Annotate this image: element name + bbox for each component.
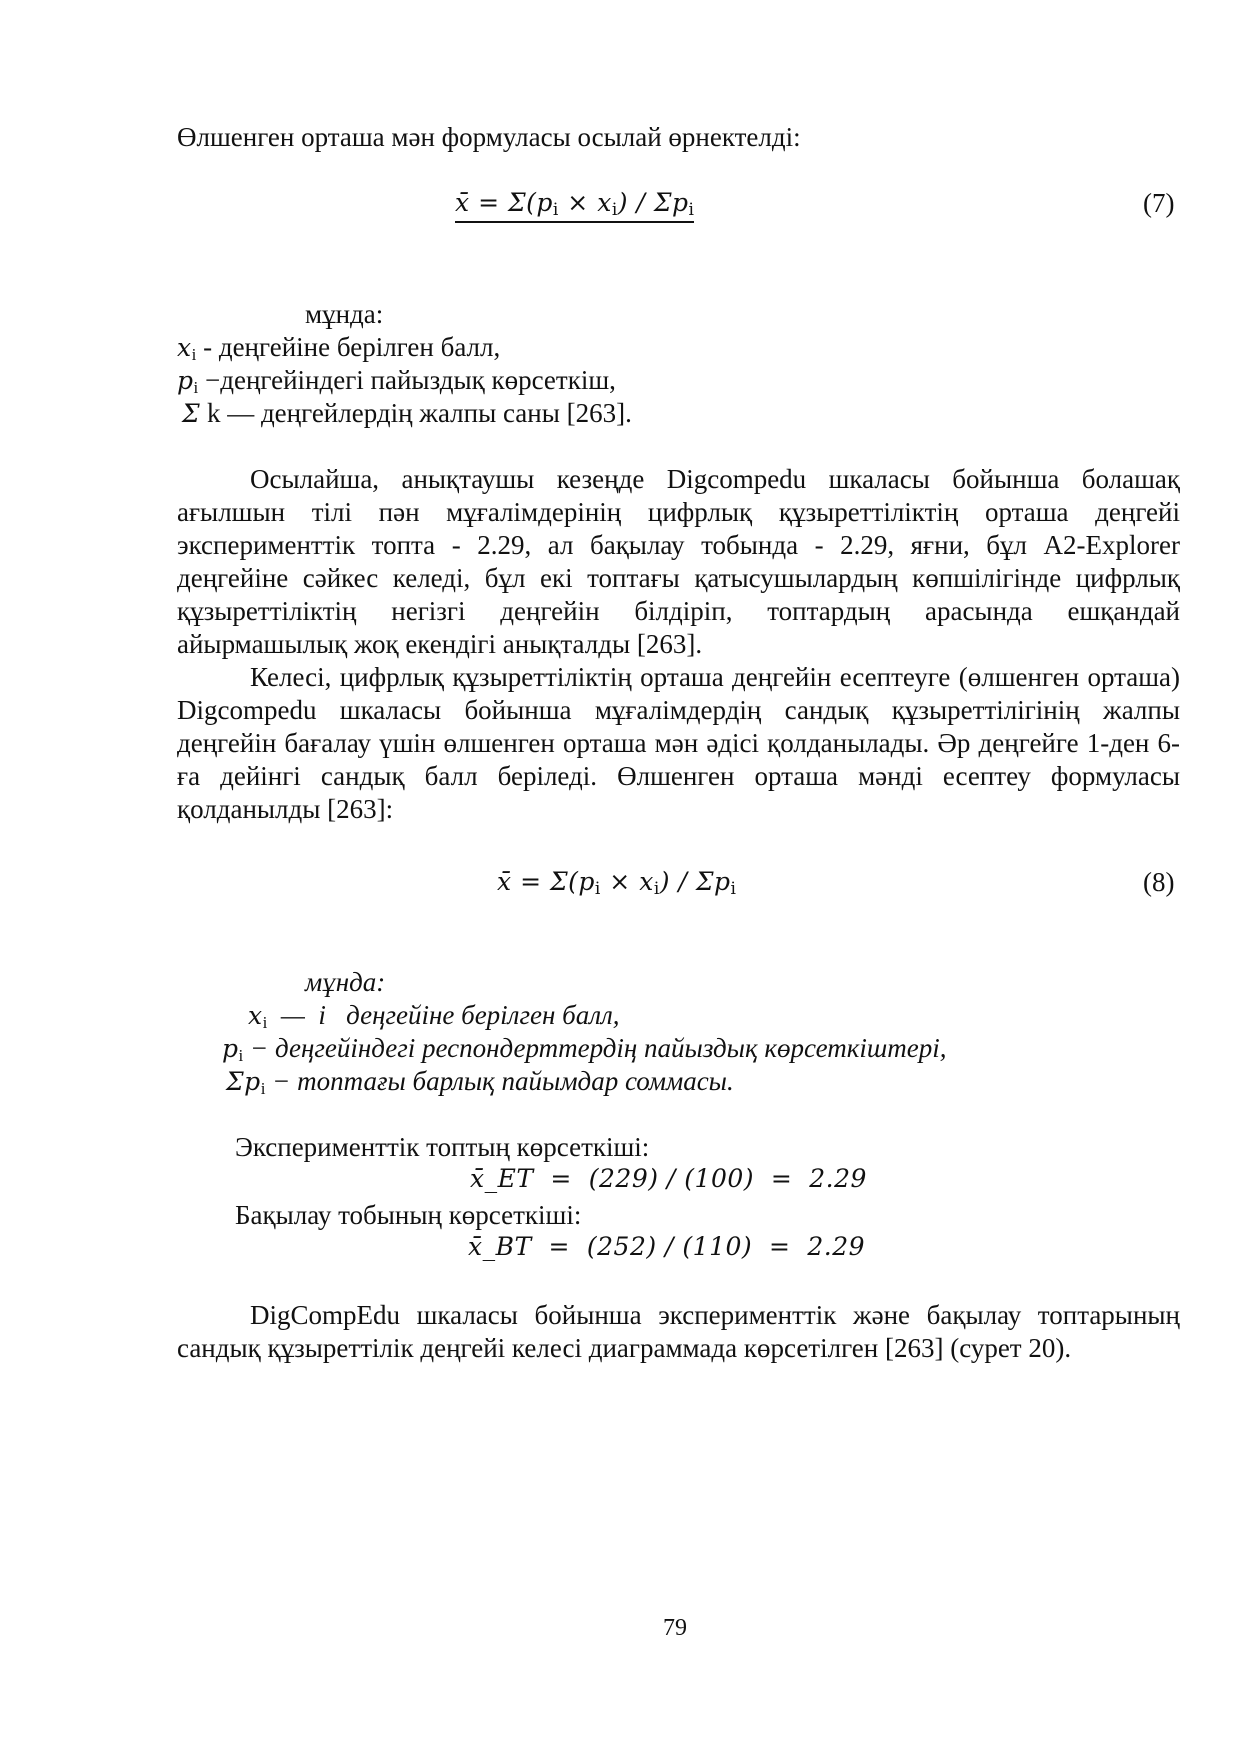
paragraph-3: DigCompEdu шкаласы бойынша эксперименттік және бақылау топтарының сандық құзыреттілік деңгейі келесі диаграммада көрсетілген [263] (сурет 20). <box>177 1300 1180 1363</box>
paragraph-2: Келесі, цифрлық құзыреттіліктің орташа деңгейін есептеуге (өлшенген орташа) Digcompedu шкаласы бойынша мұғалімдердің сандық құзыреттілігінің жалпы деңгейін бағалау үшін өлшенген орташа мән әдісі қолданылады. Әр деңгейге 1-ден 6-ға дейінгі сандық балл беріледі. Өлшенген орташа мәнді есептеу формуласы қолданылды [263]: <box>177 662 1180 824</box>
legend-text: − топтағы барлық пайымдар соммасы. <box>265 1066 734 1096</box>
experimental-group-formula: x̄_ET = (229) / (100) = 2.29 <box>470 1164 867 1193</box>
formula-8-lhs: x̄ <box>497 867 512 896</box>
legend-subscript: i <box>238 1046 244 1065</box>
control-group-label: Бақылау тобының көрсеткіші: <box>235 1200 582 1230</box>
legend-text: −деңгейіндегі пайыздық көрсеткіш, <box>198 365 616 395</box>
formula-8-close: ) / Σp <box>659 867 731 896</box>
formula-7-close: ) / Σp <box>617 188 689 217</box>
formula-7-lhs: x̄ <box>455 188 470 217</box>
equation-number-8: (8) <box>1143 867 1175 897</box>
formula-8-sub3: i <box>730 879 737 899</box>
experimental-group-label: Эксперименттік топтың көрсеткіші: <box>235 1132 650 1162</box>
legend-subscript: i <box>191 345 197 364</box>
equation-number-7: (7) <box>1143 188 1175 218</box>
formula-8-times: × <box>609 867 631 896</box>
formula-7-sub2: i <box>611 200 618 220</box>
legend-symbol: Σ <box>182 399 201 428</box>
legend-1-item <box>182 397 632 430</box>
legend-subscript: i <box>262 1013 268 1032</box>
legend-text: — i деңгейіне берілген балл, <box>267 1000 620 1030</box>
legend-2-heading: мұнда: <box>305 967 386 997</box>
legend-2-item <box>226 1065 734 1105</box>
formula-8-rhs: Σ(p <box>549 867 595 896</box>
legend-1-heading: мұнда: <box>305 299 384 329</box>
formula-7-eq: = <box>478 188 500 217</box>
legend-text: − деңгейіндегі респондерттердің пайыздық көрсеткіштері, <box>243 1033 947 1063</box>
intro-line: Өлшенген орташа мән формуласы осылай өрнектелді: <box>177 122 801 152</box>
formula-8 <box>497 867 736 899</box>
formula-7-rhs: Σ(p <box>507 188 553 217</box>
legend-symbol: x <box>177 333 192 362</box>
control-group-formula: x̄_BT = (252) / (110) = 2.29 <box>468 1232 866 1261</box>
legend-symbol: x <box>248 1001 263 1030</box>
legend-text: k — деңгейлердің жалпы саны [263]. <box>200 398 632 428</box>
formula-7-x: x <box>597 188 612 217</box>
page-number: 79 <box>663 1615 687 1641</box>
legend-text: - деңгейіне берілген балл, <box>196 332 501 362</box>
formula-8-x: x <box>639 867 654 896</box>
formula-8-eq: = <box>520 867 542 896</box>
formula-7-sub: i <box>552 200 559 220</box>
legend-subscript: i <box>193 378 199 397</box>
formula-7-times: × <box>567 188 589 217</box>
body-paragraphs <box>177 463 1180 826</box>
legend-subscript: i <box>260 1079 266 1098</box>
formula-7-sub3: i <box>688 200 695 220</box>
legend-symbol: Σp <box>226 1067 261 1096</box>
legend-symbol: p <box>222 1034 239 1063</box>
formula-7 <box>455 188 694 223</box>
formula-8-sub2: i <box>653 879 660 899</box>
formula-8-sub: i <box>594 879 601 899</box>
closing-paragraph-wrap <box>177 1299 1180 1365</box>
paragraph-1: Осылайша, анықтаушы кезеңде Digcompedu шкаласы бойынша болашақ ағылшын тілі пән мұғалімдерінің цифрлық құзыреттіліктің орташа деңгейі эксперименттік топта - 2.29, ал бақылау тобында - 2.29, яғни, бұл A2-Explorer деңгейіне сәйкес келеді, бұл екі топтағы қатысушылардың көпшілігінде цифрлық құзыреттіліктің негізгі деңгейін білдіріп, топтардың арасында ешқандай айырмашылық жоқ екендігі анықталды [263]. <box>177 464 1180 659</box>
legend-symbol: p <box>177 366 194 395</box>
